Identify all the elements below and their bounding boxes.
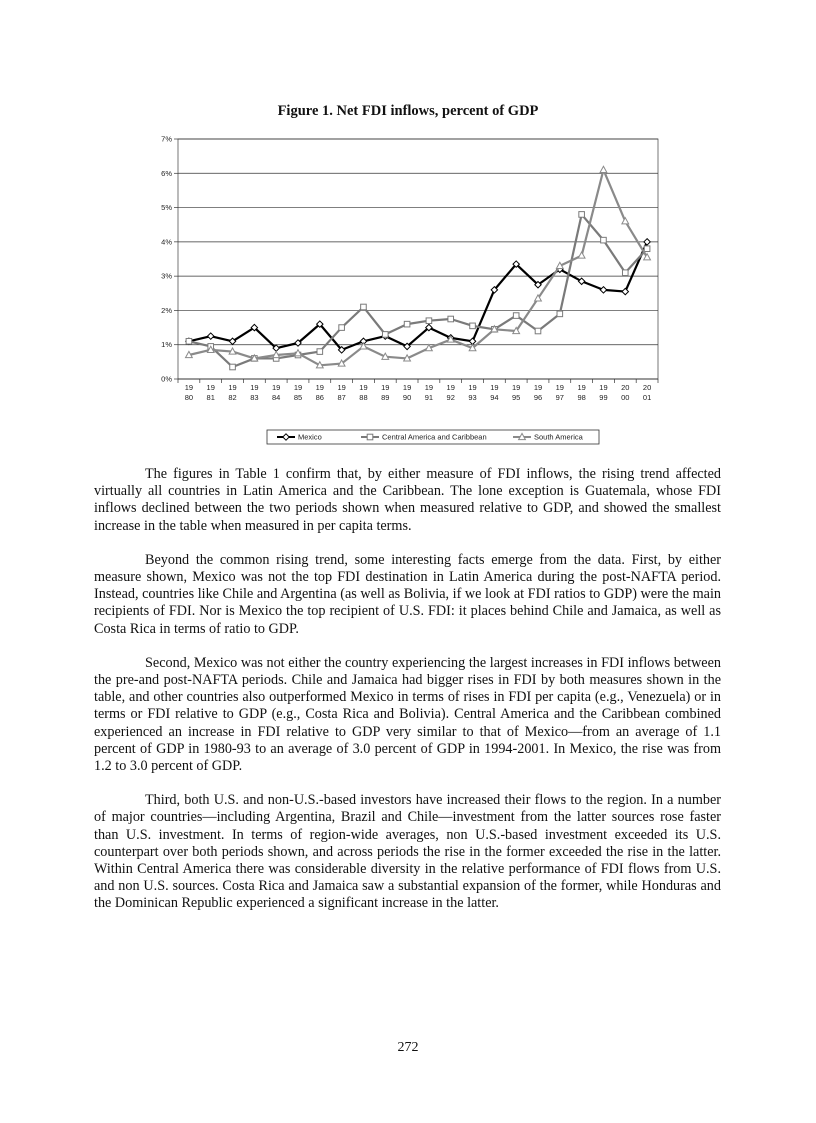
- data-point: [601, 237, 607, 243]
- plot-area: [178, 139, 658, 379]
- x-tick-label-top: 19: [555, 383, 564, 392]
- x-tick-label-bottom: 01: [642, 393, 652, 402]
- x-tick-label-top: 19: [315, 383, 324, 392]
- x-tick-label-top: 19: [446, 383, 455, 392]
- data-point: [448, 316, 454, 322]
- legend-label: Central America and Caribbean: [382, 432, 487, 442]
- legend-marker: [367, 434, 373, 440]
- x-tick-label-bottom: 00: [621, 393, 630, 402]
- x-tick-label-top: 19: [533, 383, 543, 392]
- x-tick-label-bottom: 88: [359, 393, 368, 402]
- page-number: 272: [397, 1040, 419, 1055]
- x-tick-label-top: 19: [577, 383, 586, 392]
- data-point: [186, 338, 192, 344]
- x-tick-label-bottom: 91: [424, 393, 434, 402]
- data-point: [230, 364, 236, 370]
- x-tick-label-bottom: 87: [337, 393, 346, 402]
- data-point: [470, 323, 476, 329]
- body-paragraph: Second, Mexico was not either the country experiencing the largest increases in FDI inflows between the pre-and post-NAFTA periods. Chile and Jamaica had bigger rises in FDI by both measures shown in the table, and other countries also outperformed Mexico in terms of rises in FDI per capita (e.g., Venezuela) or in terms or FDI relative to GDP (e.g., Costa Rica and Bolivia). Central America and the Caribbean combined experienced an increase in FDI relative to GDP very similar to that of Mexico—from an average of 1.1 percent of GDP in 1980-93 to an average of 3.0 percent of GDP in 1994-2001. In Mexico, the rise was from 1.2 to 3.0 percent of GDP.: [94, 654, 721, 775]
- data-point: [557, 311, 563, 317]
- x-tick-label-bottom: 92: [446, 393, 455, 402]
- x-tick-label-bottom: 81: [206, 393, 215, 402]
- body-paragraph: The figures in Table 1 confirm that, by either measure of FDI inflows, the rising trend affected virtually all countries in Latin America and the Caribbean. The lone exception is Guatemala, whose FDI inflows declined between the two periods shown when measured relative to GDP, and showed the smallest increase in the table when measured in per capita terms.: [94, 466, 721, 534]
- x-tick-label-top: 19: [293, 383, 303, 392]
- data-point: [426, 318, 432, 324]
- x-tick-label-top: 19: [424, 383, 434, 392]
- body-text: [94, 466, 721, 930]
- x-tick-label-bottom: 93: [468, 393, 477, 402]
- x-tick-label-bottom: 90: [402, 393, 412, 402]
- x-tick-label-bottom: 83: [250, 393, 259, 402]
- legend: [267, 430, 599, 444]
- x-tick-label-top: 20: [642, 383, 652, 392]
- body-paragraph: Third, both U.S. and non-U.S.-based investors have increased their flows to the region. In a number of major countries—including Argentina, Brazil and Chile—investment from the latter sources rose faster than U.S. investment. In terms of region-wide averages, non U.S.-based investment exceeded its U.S. counterpart over both periods shown, and across periods the rise in the former exceeded the rise in the latter. Within Central America there was considerable diversity in the relative performance of FDI flows from U.S. and non U.S. sources. Costa Rica and Jamaica saw a substantial expansion of the former, while Honduras and the Dominican Republic experienced a significant increase in the latter.: [94, 792, 721, 912]
- x-tick-label-bottom: 86: [315, 393, 324, 402]
- x-tick-label-bottom: 98: [577, 393, 586, 402]
- y-tick-label: 6%: [161, 168, 172, 178]
- x-tick-label-bottom: 82: [228, 393, 237, 402]
- x-tick-label-top: 19: [228, 383, 237, 392]
- x-tick-label-top: 19: [337, 383, 346, 392]
- y-tick-label: 2%: [161, 305, 172, 315]
- data-point: [622, 270, 628, 276]
- x-tick-label-bottom: 94: [490, 393, 499, 402]
- y-tick-label: 1%: [161, 340, 172, 350]
- body-paragraph: Beyond the common rising trend, some interesting facts emerge from the data. First, by either measure shown, Mexico was not the top FDI destination in Latin America during the post-NAFTA period. Instead, countries like Chile and Argentina (as well as Bolivia, if we look at FDI ratios to GDP) were the main recipients of FDI. Nor is Mexico the top recipient of U.S. FDI: it places behind Chile and Jamaica, as well as Costa Rica in terms of ratio to GDP.: [94, 551, 721, 637]
- x-tick-label-top: 19: [250, 383, 259, 392]
- fdi-line-chart: [140, 130, 670, 450]
- x-tick-label-bottom: 95: [512, 393, 521, 402]
- data-point: [404, 321, 410, 327]
- x-tick-label-bottom: 97: [555, 393, 564, 402]
- x-tick-label-top: 19: [599, 383, 608, 392]
- x-tick-label-bottom: 89: [381, 393, 390, 402]
- x-tick-label-top: 19: [512, 383, 521, 392]
- y-tick-label: 5%: [161, 203, 172, 213]
- data-point: [644, 246, 650, 252]
- data-point: [579, 212, 585, 218]
- data-point: [339, 325, 345, 331]
- x-tick-label-top: 19: [359, 383, 368, 392]
- x-tick-label-bottom: 80: [184, 393, 194, 402]
- y-tick-label: 3%: [161, 271, 172, 281]
- x-tick-label-top: 19: [468, 383, 477, 392]
- x-tick-label-bottom: 85: [293, 393, 303, 402]
- x-tick-label-top: 19: [490, 383, 499, 392]
- figure-title: Figure 1. Net FDI inflows, percent of GDP: [277, 103, 539, 119]
- legend-label: South America: [534, 432, 583, 442]
- y-tick-label: 7%: [161, 134, 172, 144]
- x-tick-label-top: 19: [206, 383, 215, 392]
- data-point: [361, 304, 367, 310]
- x-tick-label-top: 20: [621, 383, 630, 392]
- data-point: [513, 313, 519, 319]
- x-tick-label-top: 19: [184, 383, 194, 392]
- x-tick-label-bottom: 99: [599, 393, 608, 402]
- data-point: [382, 332, 388, 338]
- x-tick-label-top: 19: [402, 383, 412, 392]
- y-tick-label: 4%: [161, 237, 172, 247]
- data-point: [317, 349, 323, 355]
- x-tick-label-bottom: 96: [533, 393, 543, 402]
- y-tick-label: 0%: [161, 374, 172, 384]
- legend-label: Mexico: [298, 432, 322, 442]
- x-tick-label-top: 19: [381, 383, 390, 392]
- x-tick-label-bottom: 84: [272, 393, 281, 402]
- data-point: [535, 328, 541, 334]
- x-tick-label-top: 19: [272, 383, 281, 392]
